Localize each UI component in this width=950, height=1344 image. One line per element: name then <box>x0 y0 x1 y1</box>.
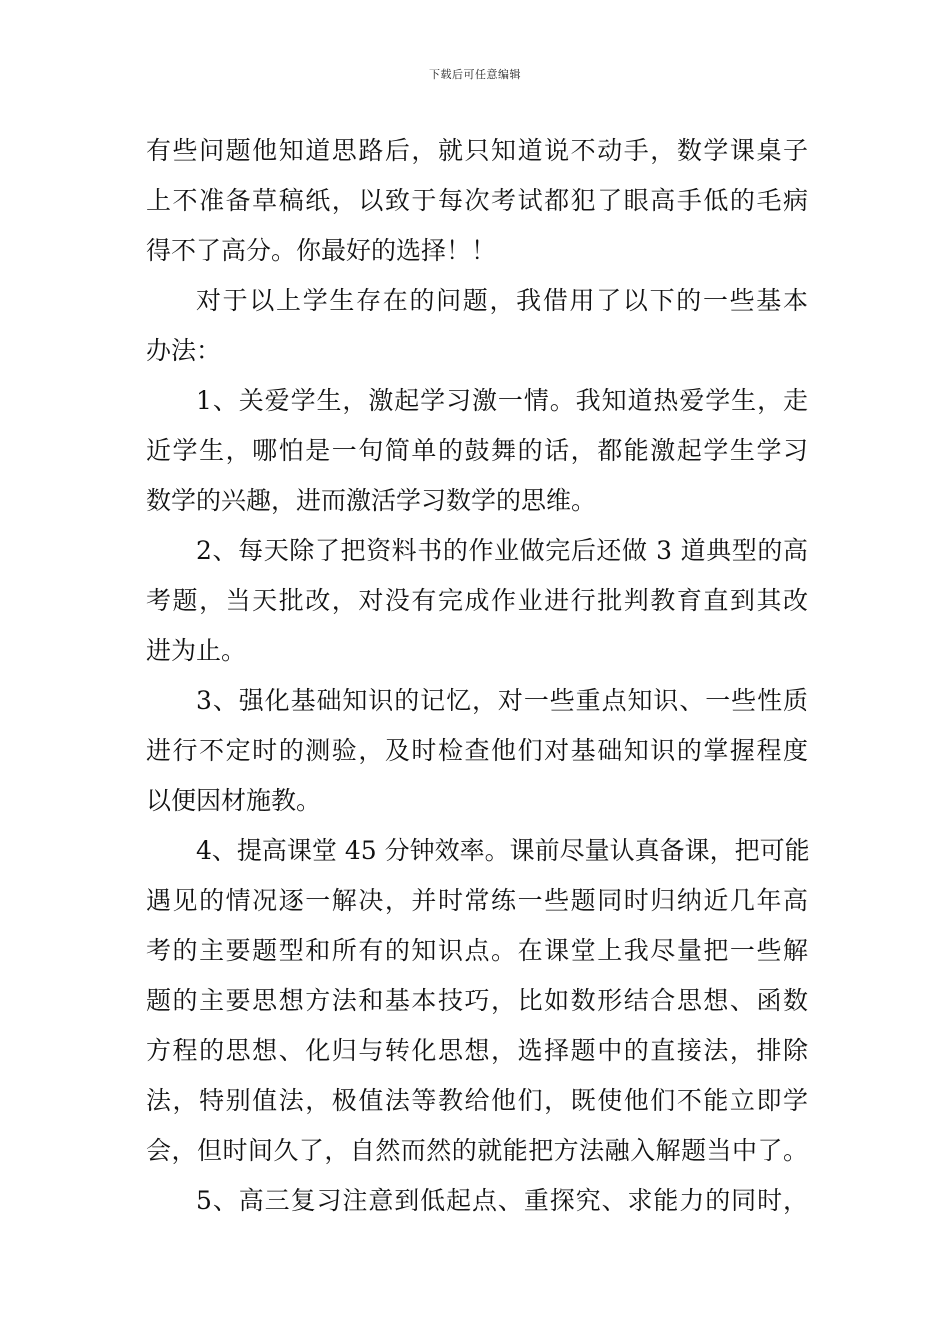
text-line: 方程的思想、化归与转化思想，选择题中的直接法，排除 <box>146 1036 808 1065</box>
text-line: 有些问题他知道思路后，就只知道说不动手，数学课桌子 <box>146 136 808 165</box>
text-line: 近学生，哪怕是一句简单的鼓舞的话，都能激起学生学习 <box>146 436 808 465</box>
page-header: 下载后可任意编辑 <box>429 68 521 81</box>
text-line: 2、每天除了把资料书的作业做完后还做 3 道典型的高 <box>196 536 808 565</box>
text-line: 遇见的情况逐一解决，并时常练一些题同时归纳近几年高 <box>146 886 808 915</box>
text-line: 3、强化基础知识的记忆，对一些重点知识、一些性质 <box>196 686 808 715</box>
text-line: 进行不定时的测验，及时检查他们对基础知识的掌握程度 <box>146 736 808 765</box>
text-line: 考的主要题型和所有的知识点。在课堂上我尽量把一些解 <box>146 936 808 965</box>
text-line: 办法： <box>146 336 222 365</box>
body-text <box>146 126 808 1226</box>
text-line: 数学的兴趣，进而激活学习数学的思维。 <box>146 486 597 515</box>
text-line: 1、关爱学生，激起学习激一情。我知道热爱学生，走 <box>196 386 808 415</box>
text-line: 得不了高分。你最好的选择！！ <box>146 236 497 265</box>
text-line: 上不准备草稿纸，以致于每次考试都犯了眼高手低的毛病 <box>146 186 808 215</box>
text-line: 5、高三复习注意到低起点、重探究、求能力的同时， <box>196 1186 808 1215</box>
text-line: 会，但时间久了，自然而然的就能把方法融入解题当中了。 <box>146 1136 808 1165</box>
text-line: 进为止。 <box>146 636 247 665</box>
text-line: 题的主要思想方法和基本技巧，比如数形结合思想、函数 <box>146 986 808 1015</box>
text-line: 4、提高课堂 45 分钟效率。课前尽量认真备课，把可能 <box>196 836 810 865</box>
text-line: 法，特别值法，极值法等教给他们，既使他们不能立即学 <box>146 1086 808 1115</box>
text-line: 以便因材施教。 <box>146 786 322 815</box>
text-line: 对于以上学生存在的问题，我借用了以下的一些基本 <box>196 286 808 315</box>
text-line: 考题，当天批改，对没有完成作业进行批判教育直到其改 <box>146 586 808 615</box>
